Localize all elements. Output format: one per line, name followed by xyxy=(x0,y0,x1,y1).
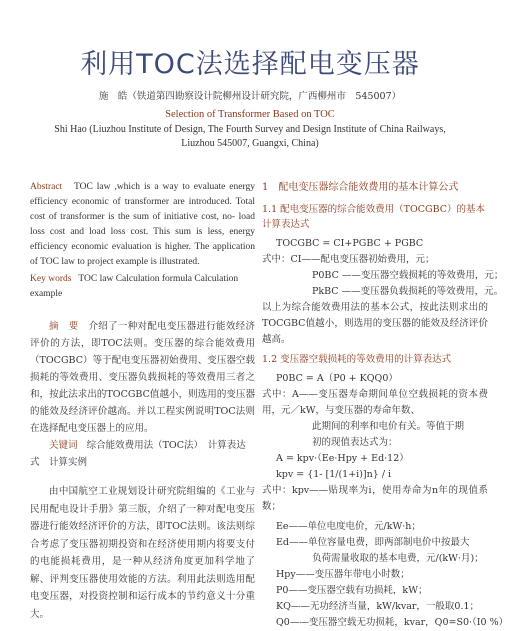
abstract-cn-text: 介绍了一种对配电变压器进行能效经济评价的方法，即TOC法则。变压器的综合能效费用（TOCGBC）等于配电变压器初始费用、变压器空载损耗的等效费用、变压器负载损耗的等效费用三者之和，按此法求出的TOCGBC值越小，则选用的变压器的能效及经济评价越高。并以工程实例说明TOC法则在选择配电变压器上的应用。 xyxy=(30,321,255,434)
where-ci: 式中：CI——配电变压器初始费用，元； xyxy=(262,254,435,265)
keywords-en-text: TOC law Calculation formula Calculation example xyxy=(30,274,239,299)
formula-p0bc: P0BC = A（P0 + KQQ0） xyxy=(276,373,398,384)
where-pkbc: PkBC ——变压器负载损耗的等效费用，元。 xyxy=(312,286,504,297)
paper-title-en: Selection of Transformer Based on TOC xyxy=(165,109,335,120)
author-affiliation-en: Shi Hao (Liuzhou Institute of Design, The Fourth Survey and Design Institute of China Railways, Liuzhou 545007, Guangxi, China) xyxy=(54,124,446,149)
author-affiliation-cn: 施 皓（铁道第四勘察设计院柳州设计研究院，广西柳州市 545007） xyxy=(98,91,402,102)
left-column xyxy=(30,180,255,623)
right-column xyxy=(262,180,508,631)
paragraph-basic-formula: 以上为综合能效费用法的基本公式，按此法则求出的TOCGBC值越小，则选用的变压器的能效及经济评价越高。 xyxy=(262,302,488,345)
abstract-en-label: Abstract xyxy=(30,182,63,192)
subsection-1-2-heading: 1.2 变压器空载损耗的等效费用的计算表达式 xyxy=(262,354,452,365)
paper-title-cn: 利用TOC法选择配电变压器 xyxy=(80,49,420,80)
keywords-en xyxy=(30,272,255,302)
where-kq: KQ——无功经济当量，kW/kvar，一般取0.1； xyxy=(276,601,480,612)
abstract-en xyxy=(30,180,255,270)
abstract-cn-label: 摘 要 xyxy=(49,321,79,332)
where-q0: Q0——变压器空载无功损耗，kvar，Q0=S0·（I0 %） xyxy=(276,617,508,628)
formula-kpv: kpv = {1- [1/(1+i)]n} / i xyxy=(276,469,392,480)
where-kpv: 式中：kpv——贴现率为i，使用寿命为n年的现值系数； xyxy=(262,485,488,512)
where-a-cont: 此期间的利率和电价有关。等值于期 xyxy=(312,421,465,432)
where-ed: Ed——单位容量电费，即两部制电价中按最大 xyxy=(276,537,470,548)
where-ed-cont: 负荷需量收取的基本电费，元/(kW·月)； xyxy=(312,553,484,564)
subsection-1-1-heading: 1.1 配电变压器的综合能效费用（TOCGBC）的基本计算表达式 xyxy=(262,204,486,230)
formula-a: A = kpv·（Ee·Hpy + Ed·12） xyxy=(276,453,409,464)
where-hpy: Hpy——变压器年带电小时数； xyxy=(276,569,410,580)
intro-paragraph: 由中国航空工业规划设计研究院组编的《工业与民用配电设计手册》第三版，介绍了一种对配电变压器进行能效经济评价的方法，即TOC法则。该法则综合考虑了变压器初期投资和在经济使用期内将要支付的电能损耗费用，是一种从经济角度更加科学地了解、评判变压器使用效能的方法。利用此法则选用配电变压器，对投资控制和运行成本的节约意义十分重大。 xyxy=(30,486,255,620)
keywords-en-label: Key words xyxy=(30,274,72,284)
keywords-cn-label: 关键词 xyxy=(49,440,78,451)
where-a-pv: 初的现值表达式为： xyxy=(312,437,398,448)
formula-toc: TOCGBC = CI+PGBC + PGBC xyxy=(276,238,424,249)
keywords-cn-text: 综合能效费用法（TOC法） 计算表达式 计算实例 xyxy=(30,440,246,468)
where-ee: Ee——单位电度电价，元/kW·h； xyxy=(276,521,421,532)
abstract-cn xyxy=(30,318,255,437)
section-1-heading: 1 配电变压器综合能效费用的基本计算公式 xyxy=(262,182,459,193)
abstract-en-text: TOC law ,which is a way to evaluate energy efficiency economic of transformer are introduced. Total cost of transformer is the sum of initiative cost, no- load loss cost and load loss cost. This sum is less, energy efficiency economic evaluation is higher. The application of TOC law to project example is illustrated. xyxy=(30,182,255,267)
where-a: 式中：A——变压器寿命期间单位空载损耗的资本费用，元／kW，与变压器的寿命年数、 xyxy=(262,389,488,416)
where-p0bc: P0BC ——变压器空载损耗的等效费用，元； xyxy=(312,270,504,281)
keywords-cn xyxy=(30,437,255,471)
where-p0: P0——变压器空载有功损耗，kW； xyxy=(276,585,428,596)
